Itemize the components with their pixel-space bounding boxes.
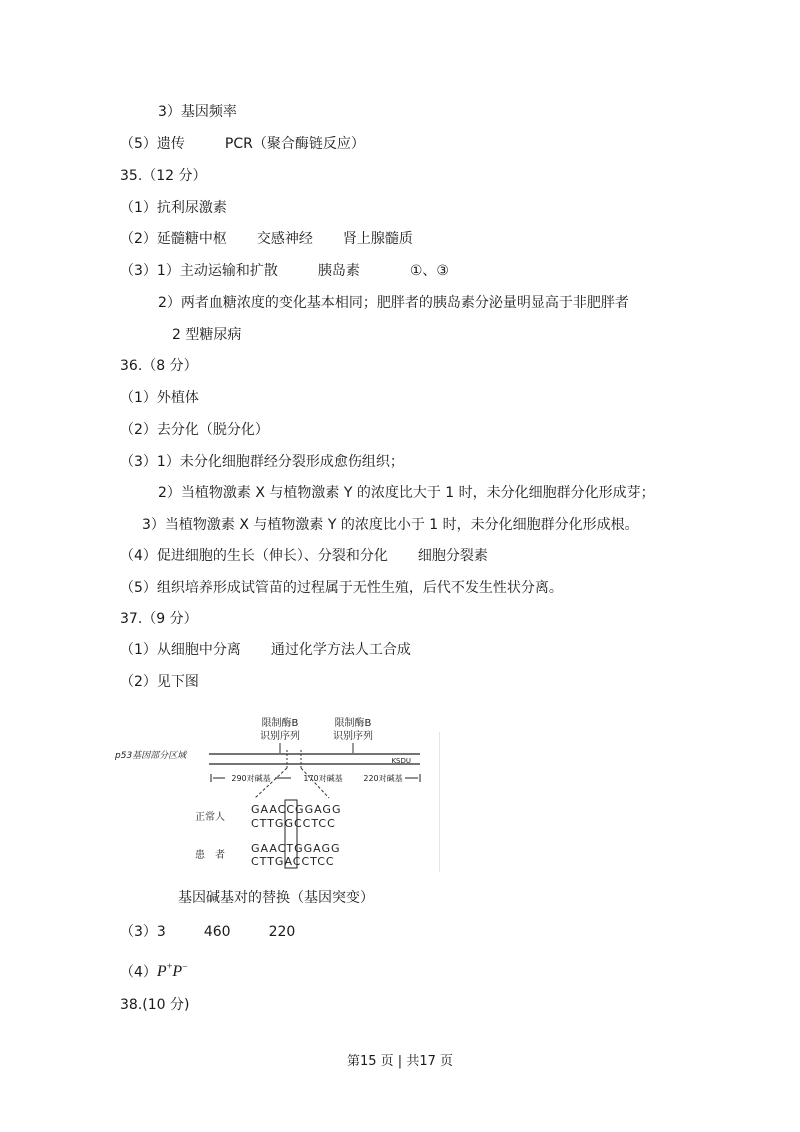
normal-label: 正常人 — [195, 812, 225, 823]
normal-bottom-sequence: CTTGGCCTCC — [251, 817, 336, 830]
text: 交感神经 — [256, 231, 313, 247]
answer-line — [158, 484, 655, 502]
text: ①、③ — [409, 263, 449, 279]
enzyme-a-label-2: 识别序列 — [333, 731, 373, 742]
answer-line — [120, 673, 199, 691]
segment-2-label: 170对碱基 — [303, 774, 343, 783]
allele-p: P — [172, 963, 183, 981]
text: 36.（8 分） — [120, 358, 198, 374]
normal-top-sequence: GAACCGGAGG — [251, 803, 342, 816]
answer-line — [120, 453, 404, 471]
page-footer: 第15 页 | 共17 页 — [347, 1054, 453, 1069]
text: （5）组织培养形成试管苗的过程属于无性生殖，后代不发生性状分离。 — [120, 580, 563, 596]
text: 肾上腺髓质 — [342, 231, 413, 247]
text: 220 — [268, 924, 296, 940]
segment-3-label: 220对碱基 — [363, 774, 403, 783]
answer-line — [120, 135, 365, 153]
allele-p: P — [156, 963, 167, 981]
genotype — [157, 963, 188, 980]
answer-line — [120, 230, 413, 248]
text: （4） — [120, 964, 157, 981]
answer-line — [120, 199, 227, 217]
question-heading — [120, 357, 198, 375]
text: （1）外植体 — [120, 390, 199, 406]
text: （2）见下图 — [120, 674, 199, 690]
text: （1）抗利尿激素 — [120, 200, 227, 216]
text: （5）遗传 — [120, 136, 185, 152]
text: PCR（聚合酶链反应） — [224, 136, 365, 152]
text: 2）两者血糖浓度的变化基本相同；肥胖者的胰岛素分泌量明显高于非肥胖者 — [158, 295, 629, 311]
patient-label: 患 者 — [195, 850, 225, 861]
text: 37.（9 分） — [120, 611, 198, 627]
enzyme-a-label-1: 限制酶B — [334, 718, 372, 729]
question-heading — [120, 167, 207, 185]
question-heading — [120, 996, 189, 1014]
figure-caption — [178, 889, 374, 907]
gene-mutation-figure — [115, 712, 440, 872]
text: 3）当植物激素 X 与植物激素 Y 的浓度比小于 1 时，未分化细胞群分化形成根。 — [142, 517, 639, 533]
answer-line — [142, 516, 639, 534]
text: 3）基因频率 — [158, 104, 237, 120]
enzyme-b-label-1: 限制酶B — [261, 718, 299, 729]
answer-line — [120, 421, 269, 439]
text: 基因碱基对的替换（基因突变） — [178, 890, 374, 906]
text: 38.(10 分) — [120, 997, 190, 1013]
answer-line — [158, 294, 629, 312]
enzyme-b-label-2: 识别序列 — [260, 731, 300, 742]
text: 通过化学方法人工合成 — [270, 642, 411, 658]
zoom-line-right — [301, 768, 329, 798]
patient-top-sequence: GAACTGGAGG — [251, 842, 341, 855]
answer-line — [120, 641, 411, 659]
superscript-minus: − — [182, 962, 188, 973]
text: 35.（12 分） — [120, 168, 207, 184]
question-heading — [120, 610, 198, 628]
answer-line — [120, 923, 295, 941]
text: （2）延髓糖中枢 — [120, 231, 227, 247]
patient-bottom-sequence: CTTGACCTCC — [251, 855, 335, 868]
superscript-plus: + — [166, 962, 173, 973]
text: 2 型糖尿病 — [172, 327, 242, 343]
region-label: p53基因部分区域 — [115, 751, 187, 761]
text: 2）当植物激素 X 与植物激素 Y 的浓度比大于 1 时，未分化细胞群分化形成芽； — [158, 485, 655, 501]
text: （1）从细胞中分离 — [120, 642, 241, 658]
text: 胰岛素 — [317, 263, 360, 279]
answer-line — [120, 959, 188, 981]
text: （4）促进细胞的生长（伸长）、分裂和分化 — [120, 548, 388, 564]
answer-line — [120, 262, 449, 280]
answer-line — [172, 326, 241, 344]
text: （3）3 — [120, 924, 166, 940]
segment-1-label: 290对碱基 — [231, 774, 271, 783]
answer-line — [120, 547, 488, 565]
text: （3）1）未分化细胞群经分裂形成愈伤组织； — [120, 454, 404, 470]
text: 460 — [203, 924, 231, 940]
text: （2）去分化（脱分化） — [120, 422, 269, 438]
zoom-line-left — [255, 768, 287, 798]
text: （3）1）主动运输和扩散 — [120, 263, 278, 279]
answer-line — [120, 389, 199, 407]
watermark: KSDU — [391, 757, 411, 765]
text: 细胞分裂素 — [417, 548, 488, 564]
answer-line — [158, 103, 237, 121]
answer-line — [120, 579, 563, 597]
